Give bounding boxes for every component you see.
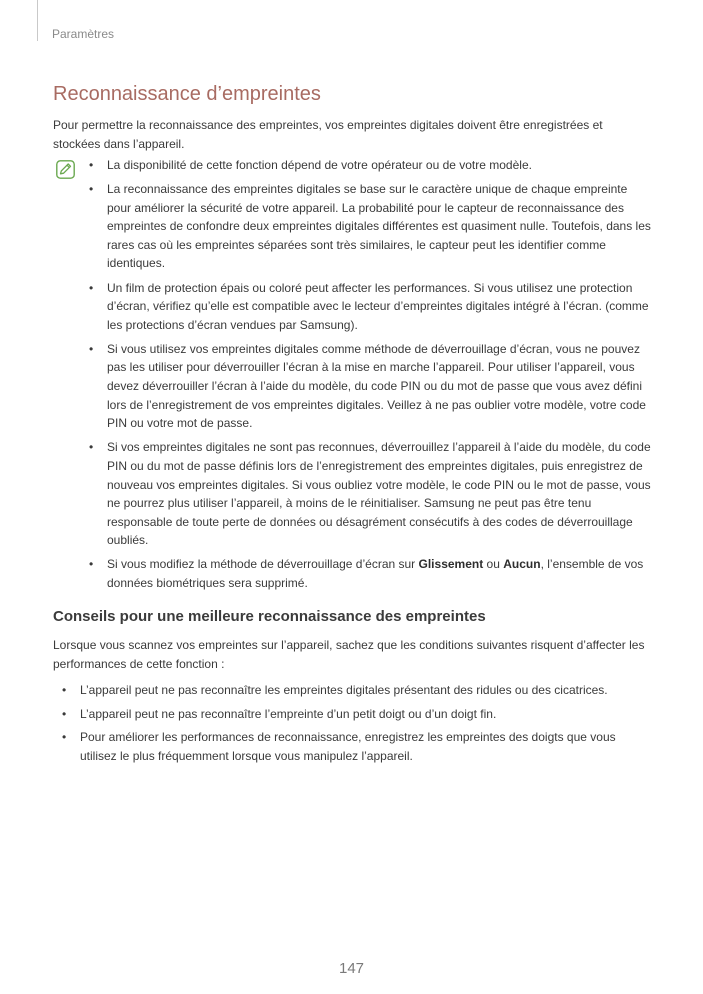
note-text: ou bbox=[483, 557, 504, 572]
tips-list bbox=[60, 681, 652, 770]
note-item: • Si vos empreintes digitales ne sont pas reconnues, déverrouillez l’appareil à l’aide du modèle, du code PIN ou du mot de passe définis lors de l’enregistrement des empreintes digitales, puis enregistrez de nouveau vos empreintes digitales. Si vous oubliez votre modèle, le code PIN ou le mot de passe, vous ne pourrez plus utiliser l’appareil, à moins de le réinitialiser. Samsung ne peut pas être tenu responsable de toute perte de données ou désagrément consécutifs à des codes de déverrouillage oubliés. bbox=[87, 438, 653, 550]
header-divider bbox=[37, 0, 38, 41]
note-text: , l’ensemble de vos données biométriques sera supprimé. bbox=[107, 557, 644, 590]
note-text: Si vous modifiez la méthode de déverrouillage d’écran sur bbox=[107, 557, 419, 572]
tip-item: • L’appareil peut ne pas reconnaître l’empreinte d’un petit doigt ou d’un doigt fin. bbox=[60, 705, 652, 724]
note-item: • Si vous utilisez vos empreintes digitales comme méthode de déverrouillage d’écran, vous ne pouvez pas les utiliser pour déverrouiller l’écran à la mise en marche l’appareil. Pour utiliser l’appareil, vous devez déverrouiller l’écran à l’aide du modèle, du code PIN ou du mot de passe que vous avez défini lors de l’enregistrement de vos empreintes digitales. Veillez à ne pas oublier votre modèle, votre code PIN ou votre mot de passe. bbox=[87, 340, 653, 433]
section-intro: Lorsque vous scannez vos empreintes sur l’appareil, sachez que les conditions suivantes risquent d’affecter les performances de cette fonction : bbox=[53, 638, 645, 671]
page-title: Reconnaissance d’empreintes bbox=[53, 83, 321, 105]
tip-item: • L’appareil peut ne pas reconnaître les empreintes digitales présentant des ridules ou des cicatrices. bbox=[60, 681, 652, 700]
tip-item: • Pour améliorer les performances de reconnaissance, enregistrez les empreintes des doigts que vous utilisez le plus fréquemment lorsque vous manipulez l’appareil. bbox=[60, 728, 652, 765]
note-item: • Un film de protection épais ou coloré peut affecter les performances. Si vous utilisez une protection d’écran, vérifiez qu’elle est compatible avec le lecteur d’empreintes digitales intégré à l’écran. (comme les protections d’écran vendues par Samsung). bbox=[87, 279, 653, 335]
page-number: 147 bbox=[338, 960, 365, 977]
note-item: • La disponibilité de cette fonction dépend de votre opérateur ou de votre modèle. bbox=[87, 156, 653, 175]
note-pencil-icon bbox=[56, 160, 75, 179]
note-list bbox=[87, 156, 653, 598]
note-item: • La reconnaissance des empreintes digitales se base sur le caractère unique de chaque empreinte pour améliorer la sécurité de votre appareil. La probabilité pour le capteur de reconnaissance des empreintes de confondre deux empreintes digitales différentes est quasiment nulle. Toutefois, dans les rares cas où les empreintes séparées sont très similaires, le capteur peut les identifier comme identiques. bbox=[87, 180, 653, 273]
running-header: Paramètres bbox=[52, 27, 115, 41]
option-glissement: Glissement bbox=[418, 557, 484, 572]
note-item-unlock-method bbox=[87, 555, 653, 592]
section-title: Conseils pour une meilleure reconnaissance des empreintes bbox=[53, 608, 486, 625]
option-aucun: Aucun bbox=[503, 557, 541, 572]
intro-paragraph: Pour permettre la reconnaissance des empreintes, vos empreintes digitales doivent être enregistrées et stockées dans l’appareil. bbox=[53, 118, 603, 151]
